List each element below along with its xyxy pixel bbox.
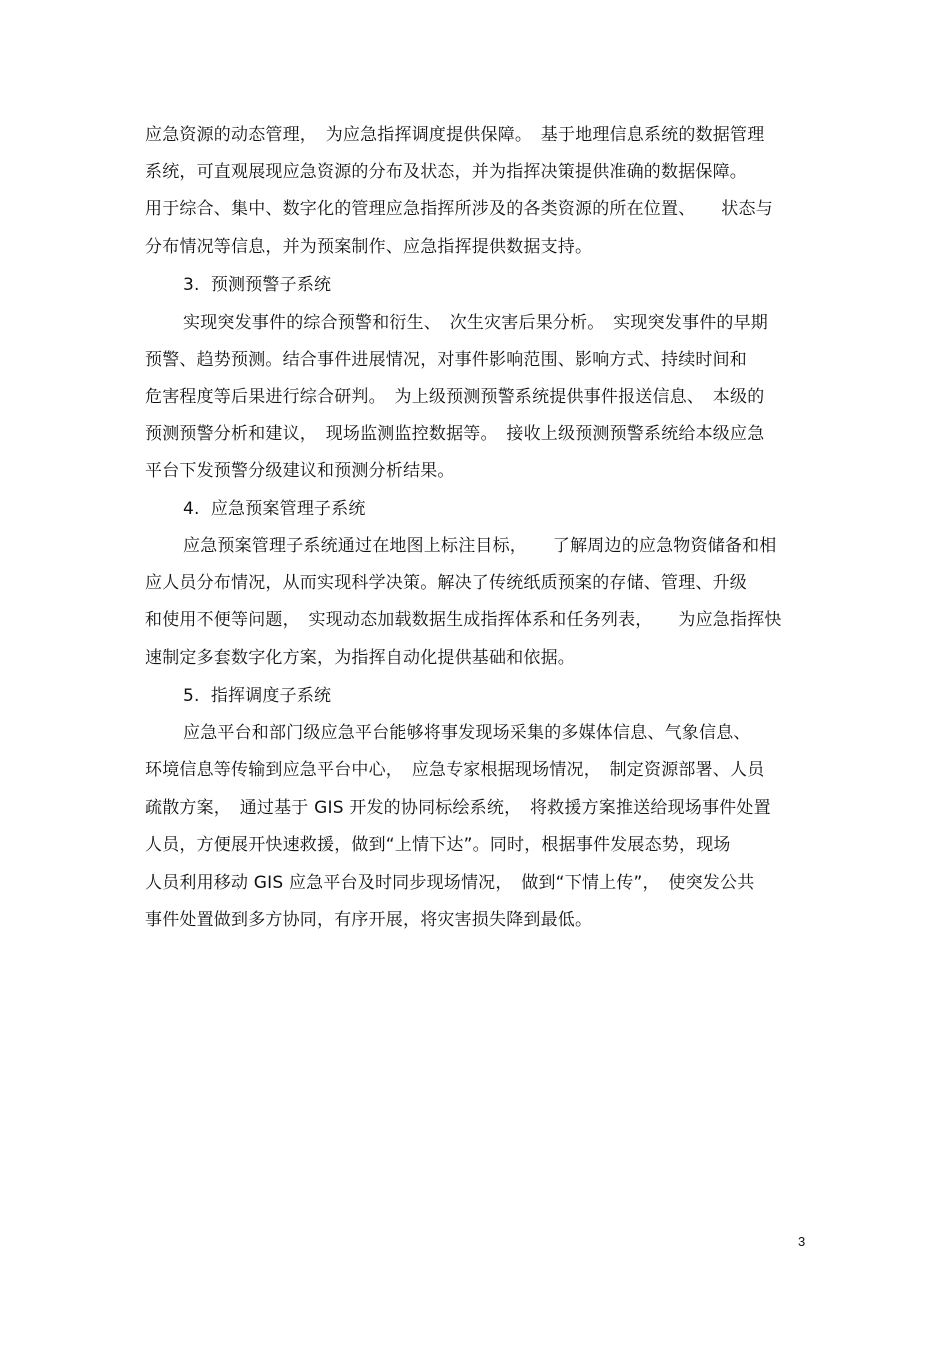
paragraph-line: 分布情况等信息，并为预案制作、应急指挥提供数据支持。 xyxy=(145,237,593,257)
paragraph-line: 应急资源的动态管理， 为应急指挥调度提供保障。 基于地理信息系统的数据管理 xyxy=(145,125,765,145)
paragraph-line: 系统，可直观展现应急资源的分布及状态，并为指挥决策提供准确的数据保障。 xyxy=(145,162,747,182)
paragraph-line: 人员利用移动 GIS 应急平台及时同步现场情况， 做到“下情上传”， 使突发公共 xyxy=(145,873,755,893)
section-heading-5: 5. 指挥调度子系统 xyxy=(183,686,332,706)
paragraph-line: 和使用不便等问题， 实现动态加载数据生成指挥体系和任务列表， 为应急指挥快 xyxy=(145,610,782,630)
paragraph-line: 人员，方便展开快速救援，做到“上情下达”。同时，根据事件发展态势，现场 xyxy=(145,835,731,855)
page-number: 3 xyxy=(798,1234,806,1249)
section-heading-4: 4. 应急预案管理子系统 xyxy=(183,499,366,519)
paragraph-line: 预警、趋势预测。结合事件进展情况，对事件影响范围、影响方式、持续时间和 xyxy=(145,350,747,370)
paragraph-line: 实现突发事件的综合预警和衍生、 次生灾害后果分析。 实现突发事件的早期 xyxy=(183,313,768,333)
paragraph-line: 预测预警分析和建议， 现场监测监控数据等。 接收上级预测预警系统给本级应急 xyxy=(145,424,765,444)
paragraph-line: 疏散方案， 通过基于 GIS 开发的协同标绘系统， 将救援方案推送给现场事件处置 xyxy=(145,798,771,818)
paragraph-line: 应急平台和部门级应急平台能够将事发现场采集的多媒体信息、气象信息、 xyxy=(183,723,751,743)
paragraph-line: 事件处置做到多方协同，有序开展，将灾害损失降到最低。 xyxy=(145,910,593,930)
section-heading-3: 3. 预测预警子系统 xyxy=(183,275,332,295)
paragraph-line: 应急预案管理子系统通过在地图上标注目标， 了解周边的应急物资储备和相 xyxy=(183,536,777,556)
paragraph-line: 危害程度等后果进行综合研判。 为上级预测预警系统提供事件报送信息、 本级的 xyxy=(145,387,765,407)
paragraph-line: 平台下发预警分级建议和预测分析结果。 xyxy=(145,461,455,481)
paragraph-line: 环境信息等传输到应急平台中心， 应急专家根据现场情况， 制定资源部署、人员 xyxy=(145,760,765,780)
paragraph-line: 速制定多套数字化方案，为指挥自动化提供基础和依据。 xyxy=(145,648,575,668)
paragraph-line: 应人员分布情况，从而实现科学决策。解决了传统纸质预案的存储、管理、升级 xyxy=(145,573,747,593)
paragraph-line: 用于综合、集中、数字化的管理应急指挥所涉及的各类资源的所在位置、 状态与 xyxy=(145,199,773,219)
